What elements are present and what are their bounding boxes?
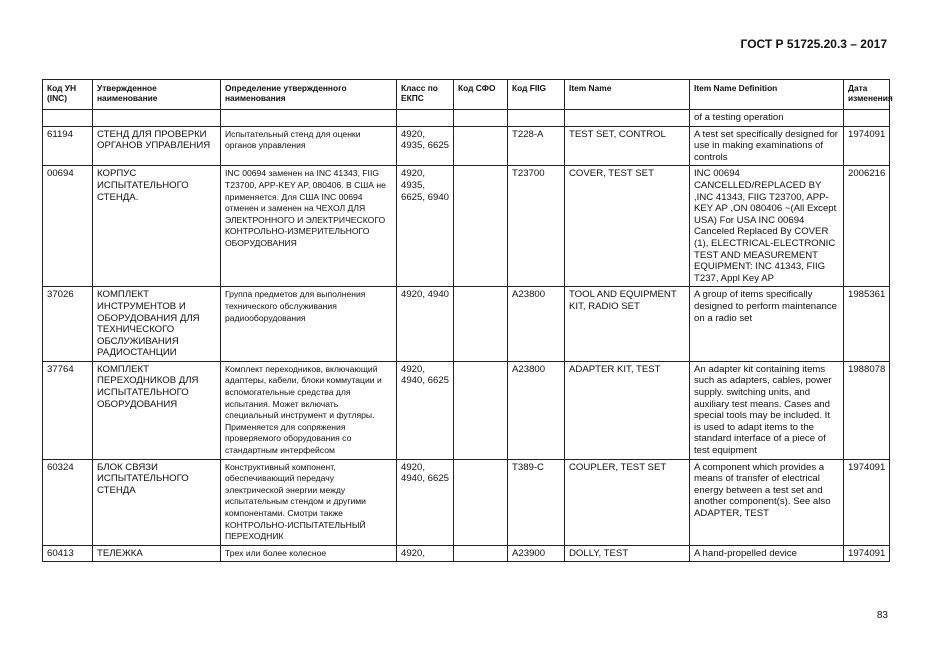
page-number: 83: [876, 610, 888, 621]
cell-inc: 00694: [43, 166, 93, 287]
cell-inc: 37026: [43, 287, 93, 362]
cell-fiig: T23700: [508, 166, 565, 287]
table-row: [43, 287, 890, 362]
cell-date: 1974091: [844, 545, 890, 562]
cell-sfo: [454, 459, 508, 545]
cell-date: 1988078: [844, 361, 890, 459]
cell-fiig: T389-C: [508, 459, 565, 545]
cell-item-def: A test set specifically designed for use in making examinations of controls: [690, 126, 844, 166]
cell-name: БЛОК СВЯЗИ ИСПЫТАТЕЛЬНОГО СТЕНДА: [93, 459, 221, 545]
cell-date: 1985361: [844, 287, 890, 362]
cell-class: 4920, 4935, 6625: [397, 126, 454, 166]
cell-sfo: [454, 166, 508, 287]
cell-date: 1974091: [844, 126, 890, 166]
cell-name: КОРПУС ИСПЫТАТЕЛЬНОГО СТЕНДА.: [93, 166, 221, 287]
table-row: [43, 361, 890, 459]
cell-fiig: A23900: [508, 545, 565, 562]
cell-name: ТЕЛЕЖКА: [93, 545, 221, 562]
cell-definition: Группа предметов для выполнения технического обслуживания радиооборудования: [221, 287, 397, 362]
col-header-sfo: Код СФО: [454, 80, 508, 110]
cell-fiig: A23800: [508, 287, 565, 362]
col-header-item-name: Item Name: [565, 80, 690, 110]
col-header-fiig: Код FIIG: [508, 80, 565, 110]
col-header-inc: Код УН (INC): [43, 80, 93, 110]
cell-sfo: [454, 126, 508, 166]
cell-class: 4920, 4935, 6625, 6940: [397, 166, 454, 287]
cell-item-name: COUPLER, TEST SET: [565, 459, 690, 545]
cell-class: 4920, 4940, 6625: [397, 361, 454, 459]
continuation-text: of a testing operation: [690, 110, 844, 127]
cell-definition: Трех или более колесное: [221, 545, 397, 562]
cell-item-name: TOOL AND EQUIPMENT KIT, RADIO SET: [565, 287, 690, 362]
cell-name: КОМПЛЕКТ ИНСТРУМЕНТОВ И ОБОРУДОВАНИЯ ДЛЯ ТЕХНИЧЕСКОГО ОБСЛУЖИВАНИЯ РАДИОСТАНЦИИ: [93, 287, 221, 362]
cell-class: 4920, 4940: [397, 287, 454, 362]
table-row: [43, 545, 890, 562]
cell-item-def: INC 00694 CANCELLED/REPLACED BY ,INC 41343, FIIG T23700, APP-KEY AP ,ON 080406 ~(All Except USA) For USA INC 00694 Canceled Replaced By COVER (1), ELECTRICAL-ELECTRONIC TEST AND MEASUREMENT EQUIPMENT: INC 41343, FIIG T237, Appl Key AP: [690, 166, 844, 287]
continuation-row: [43, 110, 890, 127]
cell-class: 4920, 4940, 6625: [397, 459, 454, 545]
cell-item-def: An adapter kit containing items such as adapters, cables, power supply. switching units, and auxiliary test means. Cases and special tools may be included. It is used to adapt items to the standard interface of a piece of test equipment: [690, 361, 844, 459]
cell-inc: 37764: [43, 361, 93, 459]
col-header-definition: Определение утвержденного наименования: [221, 80, 397, 110]
cell-item-name: ADAPTER KIT, TEST: [565, 361, 690, 459]
cell-inc: 61194: [43, 126, 93, 166]
cell-inc: 60324: [43, 459, 93, 545]
col-header-name: Утвержденное наименование: [93, 80, 221, 110]
col-header-date: Дата изменения: [844, 80, 890, 110]
table-row: [43, 166, 890, 287]
col-header-item-def: Item Name Definition: [690, 80, 844, 110]
cell-date: 1974091: [844, 459, 890, 545]
cell-item-def: A group of items specifically designed to perform maintenance on a radio set: [690, 287, 844, 362]
document-header: ГОСТ Р 51725.20.3 – 2017: [740, 37, 887, 51]
cell-name: СТЕНД ДЛЯ ПРОВЕРКИ ОРГАНОВ УПРАВЛЕНИЯ: [93, 126, 221, 166]
cell-fiig: A23800: [508, 361, 565, 459]
classifier-table: [42, 79, 893, 562]
cell-definition: Испытательный стенд для оценки органов управления: [221, 126, 397, 166]
cell-class: 4920,: [397, 545, 454, 562]
cell-date: 2006216: [844, 166, 890, 287]
cell-item-def: A component which provides a means of transfer of electrical energy between a test set and another component(s). See also ADAPTER, TEST: [690, 459, 844, 545]
cell-item-name: DOLLY, TEST: [565, 545, 690, 562]
table-row: [43, 126, 890, 166]
cell-sfo: [454, 545, 508, 562]
cell-sfo: [454, 287, 508, 362]
table-header-row: [43, 80, 890, 110]
table-row: [43, 459, 890, 545]
cell-name: КОМПЛЕКТ ПЕРЕХОДНИКОВ ДЛЯ ИСПЫТАТЕЛЬНОГО ОБОРУДОВАНИЯ: [93, 361, 221, 459]
col-header-class: Класс по ЕКПС: [397, 80, 454, 110]
cell-inc: 60413: [43, 545, 93, 562]
cell-fiig: T228-A: [508, 126, 565, 166]
cell-item-def: A hand-propelled device: [690, 545, 844, 562]
cell-sfo: [454, 361, 508, 459]
cell-definition: Конструктивный компонент, обеспечивающий передачу электрической энергии между испытательным стендом и другими компонентами. Смотри также КОНТРОЛЬНО-ИСПЫТАТЕЛЬНЫЙ ПЕРЕХОДНИК: [221, 459, 397, 545]
cell-definition: INC 00694 заменен на INC 41343, FIIG T23700, APP-KEY AP, 080406. В США не применяется. Для США INC 00694 отменен и заменен на ЧЕХОЛ ДЛЯ ЭЛЕКТРОННОГО И ЭЛЕКТРИЧЕСКОГО КОНТРОЛЬНО-ИЗМЕРИТЕЛЬНОГО ОБОРУДОВАНИЯ: [221, 166, 397, 287]
cell-item-name: TEST SET, CONTROL: [565, 126, 690, 166]
cell-item-name: COVER, TEST SET: [565, 166, 690, 287]
cell-definition: Комплект переходников, включающий адаптеры, кабели, блоки коммутации и вспомогательные средства для испытания. Может включать специальный инструмент и футляры. Применяется для сопряжения проверяемого оборудования со стандартным интерфейсом: [221, 361, 397, 459]
